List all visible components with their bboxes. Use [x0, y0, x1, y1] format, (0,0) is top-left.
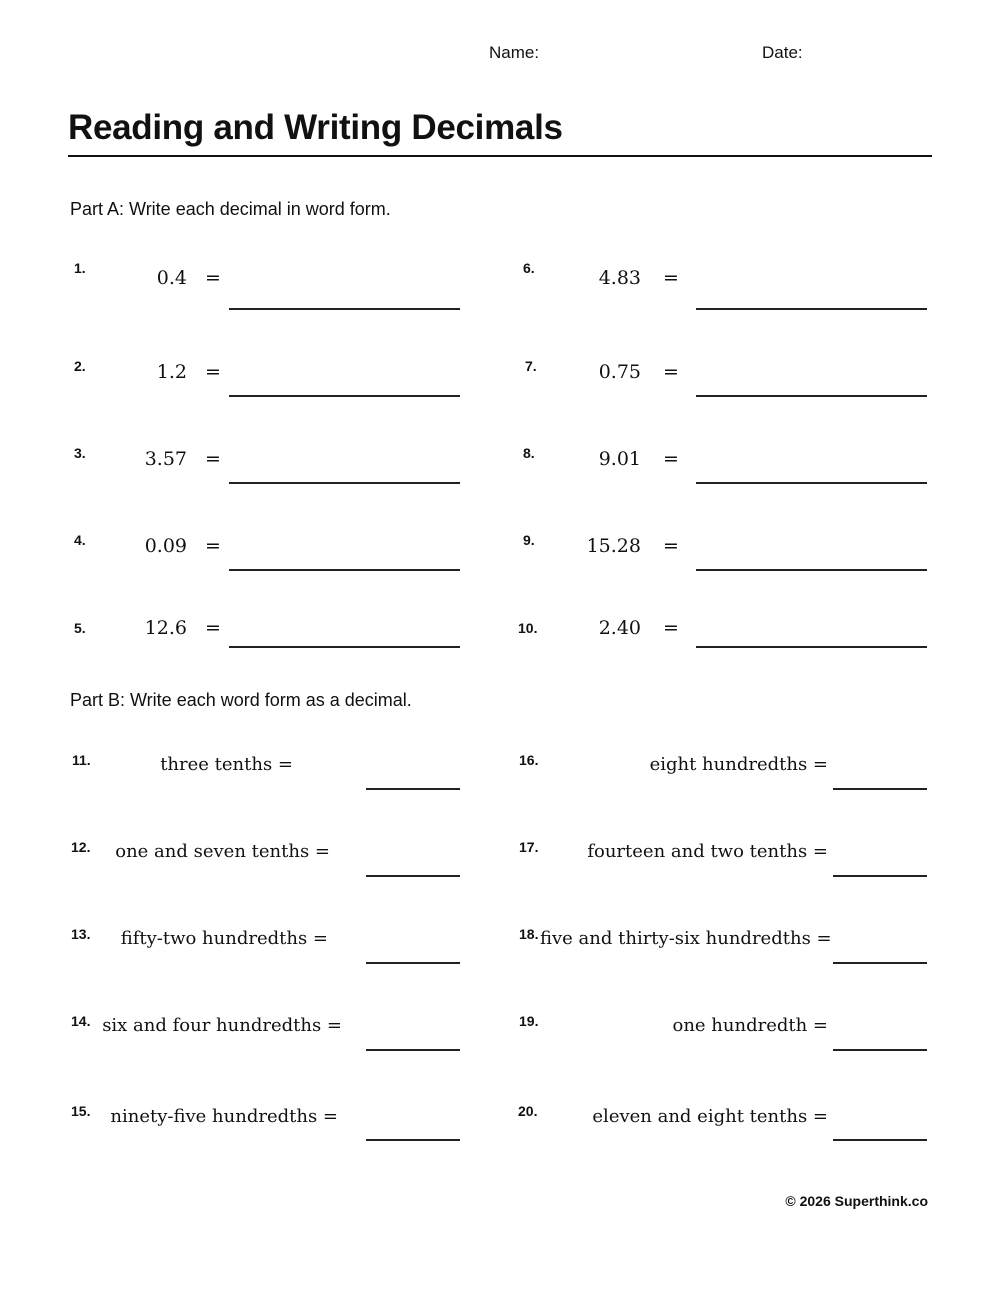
- answer-line[interactable]: [366, 875, 460, 877]
- equals-sign: =: [205, 535, 221, 557]
- answer-line[interactable]: [696, 569, 927, 571]
- part-a-heading: Part A: Write each decimal in word form.: [70, 199, 391, 219]
- part-b-item: [500, 832, 1000, 892]
- part-a-item: [500, 439, 1000, 499]
- equals-sign: =: [663, 535, 679, 557]
- part-a-item: [500, 352, 1000, 412]
- part-a-item: [0, 258, 500, 318]
- part-b-heading: Part B: Write each word form as a decimal.: [70, 690, 412, 710]
- part-b-item: [500, 1097, 1000, 1157]
- word-form: ninety-five hundredths =: [110, 1106, 338, 1127]
- item-number: 18.: [519, 926, 539, 942]
- date-label: Date:: [762, 43, 803, 62]
- answer-line[interactable]: [833, 788, 927, 790]
- word-form: eight hundredths =: [649, 754, 828, 775]
- answer-line[interactable]: [229, 395, 460, 397]
- item-number: 3.: [74, 445, 86, 461]
- item-number: 8.: [523, 445, 535, 461]
- answer-line[interactable]: [833, 1139, 927, 1141]
- answer-line[interactable]: [696, 308, 927, 310]
- equals-sign: =: [205, 448, 221, 470]
- part-a-item: [0, 608, 500, 668]
- word-form: five and thirty-six hundredths =: [540, 928, 832, 949]
- decimal-value: 0.09: [144, 535, 187, 557]
- equals-sign: =: [663, 267, 679, 289]
- part-b-item: [0, 745, 500, 805]
- decimal-value: 0.75: [598, 361, 641, 383]
- item-number: 14.: [71, 1013, 91, 1029]
- equals-sign: =: [205, 361, 221, 383]
- answer-line[interactable]: [229, 569, 460, 571]
- word-form: six and four hundredths =: [102, 1015, 342, 1036]
- name-label: Name:: [489, 43, 540, 62]
- answer-line[interactable]: [696, 395, 927, 397]
- item-number: 2.: [74, 358, 86, 374]
- word-form: three tenths =: [160, 754, 293, 775]
- answer-line[interactable]: [366, 1049, 460, 1051]
- decimal-value: 1.2: [156, 361, 187, 383]
- item-number: 6.: [523, 260, 535, 276]
- item-number: 5.: [74, 620, 86, 636]
- decimal-value: 9.01: [598, 448, 641, 470]
- word-form: eleven and eight tenths =: [592, 1106, 828, 1127]
- part-b-item: [500, 745, 1000, 805]
- item-number: 4.: [74, 532, 86, 548]
- part-a-item: [500, 258, 1000, 318]
- item-number: 15.: [71, 1103, 91, 1119]
- answer-line[interactable]: [696, 482, 927, 484]
- equals-sign: =: [663, 448, 679, 470]
- equals-sign: =: [663, 617, 679, 639]
- answer-line[interactable]: [229, 308, 460, 310]
- item-number: 13.: [71, 926, 91, 942]
- decimal-value: 15.28: [586, 535, 641, 557]
- answer-line[interactable]: [229, 646, 460, 648]
- word-form: one and seven tenths =: [115, 841, 330, 862]
- item-number: 20.: [518, 1103, 538, 1119]
- item-number: 9.: [523, 532, 535, 548]
- item-number: 11.: [72, 752, 91, 768]
- equals-sign: =: [205, 267, 221, 289]
- part-a-item: [0, 352, 500, 412]
- part-a-item: [0, 526, 500, 586]
- item-number: 1.: [74, 260, 86, 276]
- equals-sign: =: [205, 617, 221, 639]
- part-b-item: [0, 832, 500, 892]
- equals-sign: =: [663, 361, 679, 383]
- part-a-item: [500, 526, 1000, 586]
- answer-line[interactable]: [833, 875, 927, 877]
- answer-line[interactable]: [833, 1049, 927, 1051]
- part-b-item: [0, 919, 500, 979]
- word-form: one hundredth =: [672, 1015, 828, 1036]
- page-title: Reading and Writing Decimals: [68, 108, 563, 147]
- answer-line[interactable]: [366, 962, 460, 964]
- item-number: 17.: [519, 839, 539, 855]
- copyright-footer: © 2026 Superthink.co: [785, 1193, 928, 1209]
- item-number: 12.: [71, 839, 91, 855]
- decimal-value: 0.4: [156, 267, 187, 289]
- item-number: 7.: [525, 358, 537, 374]
- answer-line[interactable]: [833, 962, 927, 964]
- answer-line[interactable]: [229, 482, 460, 484]
- part-b-item: [500, 1006, 1000, 1066]
- part-a-item: [0, 439, 500, 499]
- item-number: 10.: [518, 620, 538, 636]
- word-form: fifty-two hundredths =: [120, 928, 328, 949]
- part-b-item: [0, 1097, 500, 1157]
- answer-line[interactable]: [366, 788, 460, 790]
- part-b-item: [500, 919, 1000, 979]
- decimal-value: 12.6: [144, 617, 187, 639]
- part-a-item: [500, 608, 1000, 668]
- answer-line[interactable]: [366, 1139, 460, 1141]
- title-rule: [68, 155, 932, 157]
- item-number: 19.: [519, 1013, 539, 1029]
- decimal-value: 3.57: [144, 448, 187, 470]
- word-form: fourteen and two tenths =: [587, 841, 828, 862]
- answer-line[interactable]: [696, 646, 927, 648]
- decimal-value: 2.40: [598, 617, 641, 639]
- part-b-item: [0, 1006, 500, 1066]
- item-number: 16.: [519, 752, 539, 768]
- decimal-value: 4.83: [598, 267, 641, 289]
